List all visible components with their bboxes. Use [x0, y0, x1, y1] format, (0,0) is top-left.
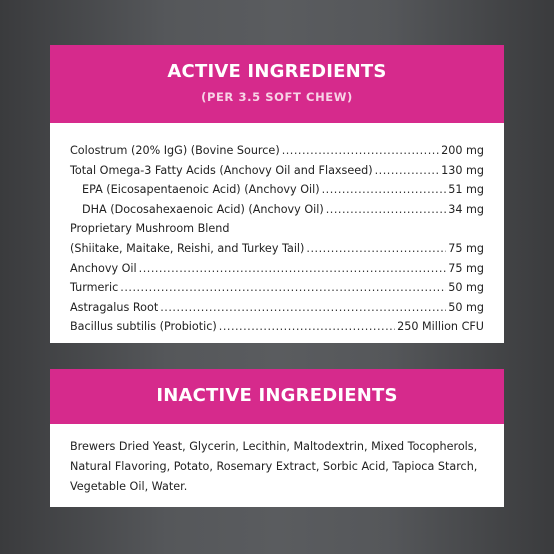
active-ingredients-title: ACTIVE INGREDIENTS: [167, 61, 387, 82]
inactive-ingredients-title: INACTIVE INGREDIENTS: [156, 385, 398, 406]
inactive-ingredients-header: [50, 369, 504, 424]
ingredient-row: [70, 239, 484, 259]
ingredient-amount: 250 Million CFU: [397, 320, 484, 334]
ingredient-name: Turmeric: [70, 281, 119, 295]
inactive-ingredients-text: Brewers Dried Yeast, Glycerin, Lecithin, Maltodextrin, Mixed Tocopherols, Natural Flavoring, Potato, Rosemary Extract, Sorbic Acid, Tapioca Starch, Vegetable Oil, Water.: [70, 440, 478, 493]
inactive-ingredients-panel: [50, 369, 504, 507]
dot-leader: [120, 278, 446, 298]
ingredient-row: [70, 200, 484, 220]
ingredient-amount: 34 mg: [448, 202, 484, 216]
ingredient-name: Total Omega-3 Fatty Acids (Anchovy Oil and Flaxseed): [70, 163, 373, 177]
ingredient-name: Anchovy Oil: [70, 261, 137, 275]
ingredient-row: [70, 161, 484, 181]
ingredient-amount: 75 mg: [448, 261, 484, 275]
ingredient-row: [70, 180, 484, 200]
ingredient-name: Colostrum (20% IgG) (Bovine Source): [70, 144, 280, 157]
serving-size-subtitle: (PER 3.5 SOFT CHEW): [201, 90, 353, 104]
dot-leader: [326, 200, 446, 220]
ingredient-amount: 75 mg: [448, 241, 484, 255]
ingredient-row: [70, 317, 484, 337]
ingredient-row: [70, 141, 484, 161]
dot-leader: [219, 317, 395, 337]
dot-leader: [322, 180, 447, 200]
ingredient-amount: 51 mg: [448, 183, 484, 197]
dot-leader: [139, 259, 447, 279]
ingredient-name: DHA (Docosahexaenoic Acid) (Anchovy Oil): [82, 202, 324, 216]
active-ingredients-list: [50, 123, 504, 337]
ingredient-row: [70, 219, 484, 239]
active-ingredients-panel: [50, 45, 504, 343]
active-ingredients-header: [50, 45, 504, 123]
ingredient-amount: 200 mg: [441, 144, 484, 157]
dot-leader: [160, 298, 446, 318]
ingredient-row: [70, 298, 484, 318]
dot-leader: [282, 141, 439, 161]
ingredient-name: (Shiitake, Maitake, Reishi, and Turkey Tail): [70, 241, 305, 255]
ingredient-name: EPA (Eicosapentaenoic Acid) (Anchovy Oil): [82, 183, 320, 197]
ingredient-amount: 50 mg: [448, 281, 484, 295]
dot-leader: [375, 161, 439, 181]
ingredient-amount: 50 mg: [448, 300, 484, 314]
ingredient-name: Bacillus subtilis (Probiotic): [70, 320, 217, 334]
ingredient-row: [70, 259, 484, 279]
ingredient-name: Proprietary Mushroom Blend: [70, 222, 230, 236]
ingredient-amount: 130 mg: [441, 163, 484, 177]
ingredient-row: [70, 278, 484, 298]
ingredient-name: Astragalus Root: [70, 300, 159, 314]
dot-leader: [306, 239, 446, 259]
